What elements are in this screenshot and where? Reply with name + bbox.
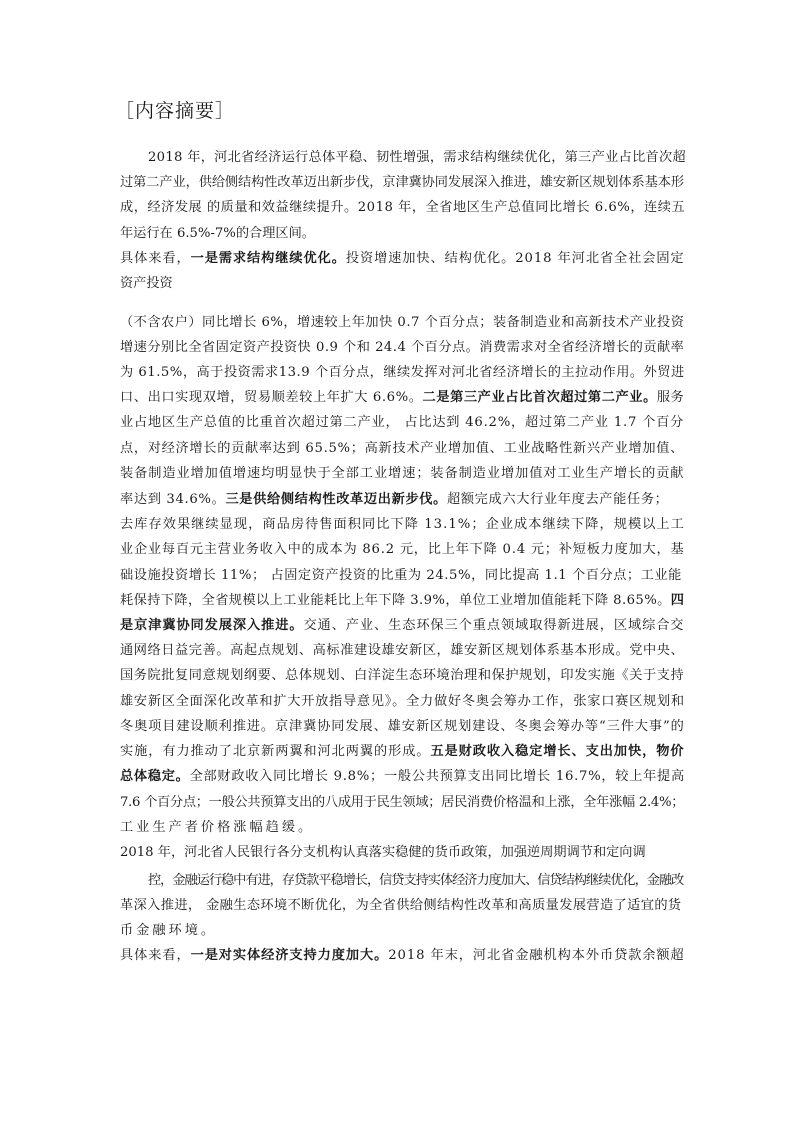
text-segment: 过第二产业，供给侧结构性改革迈出新步伐，京津冀协同发展深入推进，雄安新区规划体系基本形 xyxy=(120,175,685,190)
text-segment: 革深入推进， 金融生态环境不断优化，为全省供给侧结构性改革和高质量发展营造了适宜的货 xyxy=(120,898,682,913)
text-line xyxy=(120,943,685,969)
text-segment: 2018 年，河北省人民银行各分支机构认真落实稳健的货币政策，加强逆周期调节和定向调 xyxy=(120,845,646,860)
text-line xyxy=(120,563,682,589)
text-line xyxy=(120,588,684,614)
text-segment: 国务院批复同意规划纲要、总体规划、白洋淀生态环境治理和保护规划，印发实施《关于支持 xyxy=(120,668,685,683)
text-line xyxy=(120,487,669,513)
text-segment: 全部财政收入同比增长 9.8%；一般公共预算支出同比增长 16.7%，较上年提高 xyxy=(189,769,685,784)
text-segment: 工业生产者价格涨幅趋缓。 xyxy=(120,820,315,835)
text-line xyxy=(120,613,684,639)
text-segment: 业企业每百元主营业务收入中的成本为 86.2 元，比上年下降 0.4 元；补短板力度加大，基 xyxy=(120,542,685,557)
bold-text-segment: 一是对实体经济支持力度加大。 xyxy=(190,948,389,963)
text-segment: 去库存效果继续显现，商品房待售面积同比下降 13.1%；企业成本继续下降，规模以上工 xyxy=(120,517,685,532)
text-segment: 投资增速加快、结构优化。2018 年河北省全社会固定 xyxy=(345,251,685,266)
text-line xyxy=(120,840,646,866)
text-segment: 率达到 34.6%。 xyxy=(120,492,226,507)
text-segment: 为 61.5%，高于投资需求13.9 个百分点，继续发挥对河北省经济增长的主拉动作用。外贸进 xyxy=(120,365,685,380)
text-line xyxy=(120,221,315,247)
text-line xyxy=(120,537,684,563)
text-line xyxy=(120,195,685,221)
text-segment: 控，金融运行稳中有进，存贷款平稳增长，信贷支持实体经济力度加大、信贷结构继续优化，金融改 xyxy=(148,873,684,888)
text-segment: 币金融环境。 xyxy=(120,923,218,938)
text-segment: 7.6 个百分点；一般公共预算支出的八成用于民生领域；居民消费价格温和上涨，全年涨幅 2.4%； xyxy=(120,795,685,810)
text-segment: 业占地区生产总值的比重首次超过第二产业， 占比达到 46.2%，超过第二产业 1.7 个百分 xyxy=(120,415,685,430)
text-segment: 资产投资 xyxy=(120,276,173,291)
text-segment: 通网络日益完善。高起点规划、高标准建设雄安新区，雄安新区规划体系基本形成。党中央、 xyxy=(120,643,685,658)
text-segment: （不含农户）同比增长 6%，增速较上年加快 0.7 个百分点；装备制造业和高新技术产业投资 xyxy=(120,315,685,330)
text-segment: 交通、产业、生态环保三个重点领域取得新进展，区域综合交 xyxy=(303,618,685,633)
bold-text-segment: 一是需求结构继续优化。 xyxy=(190,251,346,266)
bold-text-segment: 四 xyxy=(670,593,685,608)
text-line xyxy=(120,461,684,487)
text-line xyxy=(148,145,686,171)
text-segment: 口、出口实现双增，贸易顺差较上年扩大 6.6%。 xyxy=(120,390,423,405)
text-line xyxy=(120,170,684,196)
bold-text-segment: 总体稳定。 xyxy=(120,769,190,784)
text-segment: 超额完成六大行业年度去产能任务； xyxy=(446,492,669,507)
text-line xyxy=(120,739,684,765)
text-line xyxy=(120,689,685,715)
text-line xyxy=(120,436,684,462)
text-line xyxy=(120,790,684,816)
text-line xyxy=(120,815,314,841)
text-line xyxy=(120,246,685,272)
text-line xyxy=(148,868,683,894)
text-segment: 雄安新区全面深化改革和扩大开放指导意见》。全力做好冬奥会筹办工作，张家口赛区规划和 xyxy=(120,694,685,709)
text-line xyxy=(120,410,684,436)
text-segment: 装备制造业增加值增速均明显快于全部工业增速；装备制造业增加值对工业生产增长的贡献 xyxy=(120,466,685,481)
text-line xyxy=(120,764,685,790)
text-line xyxy=(120,512,685,538)
text-line xyxy=(120,385,684,411)
text-segment: 础设施投资增长 11%； 占固定资产投资的比重为 24.5%，同比提高 1.1 个百分点；工业能 xyxy=(120,568,682,583)
text-line xyxy=(120,714,685,740)
text-segment: 实施，有力推动了北京新两翼和河北两翼的形成。 xyxy=(120,744,431,759)
text-line xyxy=(120,271,173,297)
text-line xyxy=(120,360,685,386)
text-segment: 服务 xyxy=(656,390,685,405)
text-segment: 2018 年，河北省经济运行总体平稳、韧性增强，需求结构继续优化，第三产业占比首次超 xyxy=(148,150,686,165)
text-line xyxy=(120,893,682,919)
text-segment: 点，对经济增长的贡献率达到 65.5%；高新技术产业增加值、工业战略性新兴产业增加值、 xyxy=(120,441,685,456)
text-line xyxy=(120,638,684,664)
bold-text-segment: 五是财政收入稳定增长、支出加快，物价 xyxy=(430,744,685,759)
text-segment: 2018 年末，河北省金融机构本外币贷款余额超 xyxy=(388,948,685,963)
text-line xyxy=(120,335,684,361)
text-line xyxy=(120,663,684,689)
text-segment: 耗保持下降，全省规模以上工业能耗比上年下降 3.9%，单位工业增加值能耗下降 8.65%。 xyxy=(120,593,671,608)
text-segment: 成，经济发展 的质量和效益继续提升。2018 年，全省地区生产总值同比增长 6.6%，连续五 xyxy=(120,200,686,215)
text-line xyxy=(120,310,684,336)
text-segment: 具体来看， xyxy=(120,948,191,963)
bold-text-segment: 三是供给侧结构性改革迈出新步伐。 xyxy=(225,492,447,507)
text-line xyxy=(120,918,217,944)
text-segment: 冬奥项目建设顺利推进。京津冀协同发展、雄安新区规划建设、冬奥会筹办等“三件大事”的 xyxy=(120,719,685,734)
abstract-heading: ［内容摘要］ xyxy=(115,100,236,122)
text-segment: 具体来看， xyxy=(120,251,191,266)
text-segment: 年运行在 6.5%-7%的合理区间。 xyxy=(120,226,315,241)
bold-text-segment: 是京津冀协同发展深入推进。 xyxy=(120,618,304,633)
bold-text-segment: 二是第三产业占比首次超过第二产业。 xyxy=(422,390,657,405)
text-segment: 增速分别比全省固定资产投资快 0.9 个和 24.4 个百分点。消费需求对全省经济增长的贡献率 xyxy=(120,340,685,355)
